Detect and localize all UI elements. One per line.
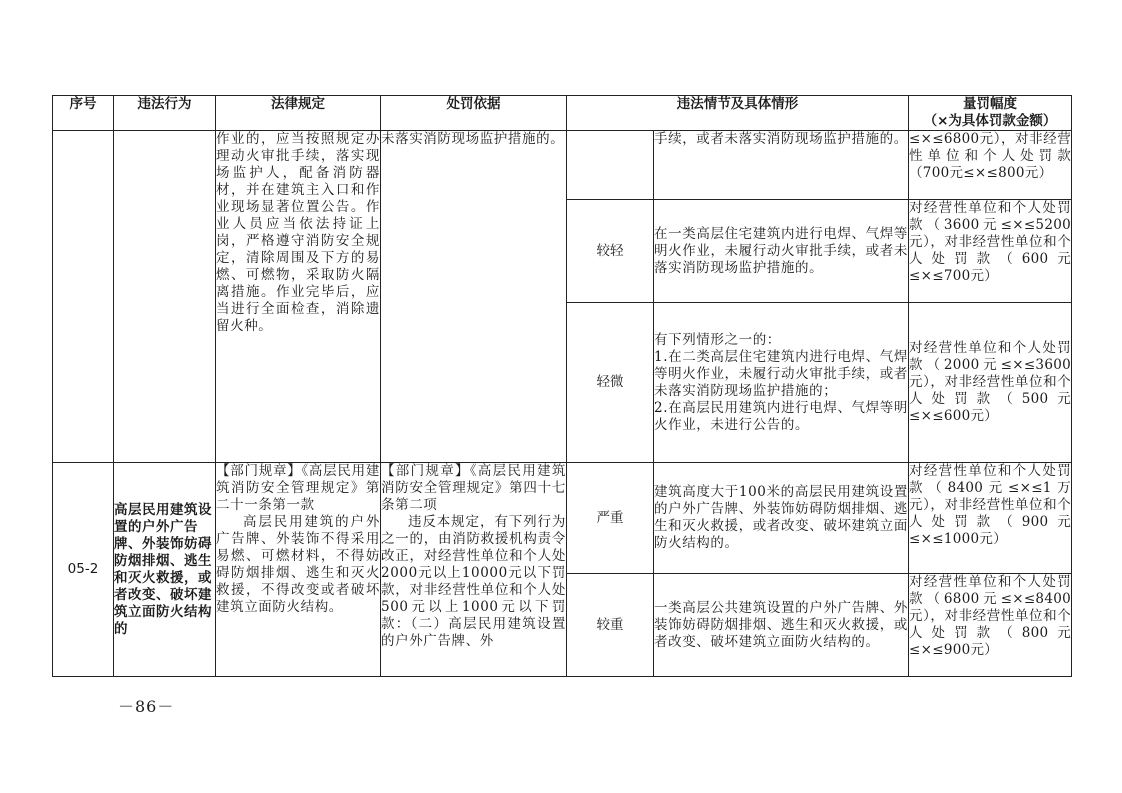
header-circumstance: 违法情节及具体情形 (567, 96, 909, 131)
basis-text: 未落实消防现场监护措施的。 (381, 131, 565, 147)
fine-text: 对经营性单位和个人处罚款（3600元≤×≤5200元），对非经营性单位和个人处罚款（600元≤×≤700元） (909, 200, 1071, 284)
header-basis: 处罚依据 (381, 96, 567, 131)
header-range-title: 量罚幅度 (963, 96, 1017, 112)
table-row (53, 463, 1072, 574)
header-behavior: 违法行为 (114, 96, 216, 131)
detail-text: 手续，或者未落实消防现场监护措施的。 (654, 131, 908, 147)
fine-text: 对经营性单位和个人处罚款（2000元≤×≤3600元），对非经营性单位和个人处罚款（500元≤×≤600元） (909, 340, 1071, 424)
basis-text: 违反本规定，有下列行为之一的，由消防救援机构责令改正，对经营性单位和个人处2000元以上10000元以下罚款，对非经营性单位和个人处500元以上1000元以下罚款：（二）高层民用建筑设置的户外广告牌、外 (381, 514, 566, 649)
level-cell: 严重 (567, 463, 654, 574)
detail-cell (654, 131, 909, 200)
penalty-table (52, 95, 1072, 677)
behavior-cell-empty (114, 131, 216, 463)
behavior-cell: 高层民用建筑设置的户外广告牌、外装饰妨碍防烟排烟、逃生和灭火救援，或者改变、破坏建筑立面防火结构的 (114, 463, 216, 677)
detail-text: 建筑高度大于100米的高层民用建筑设置的户外广告牌、外装饰妨碍防烟排烟、逃生和灭火救援，或者改变、破坏建筑立面防火结构的。 (654, 484, 908, 551)
basis-cell (381, 131, 567, 463)
basis-source: 【部门规章】《高层民用建筑消防安全管理规定》第四十七条第二项 (381, 463, 566, 513)
detail-cell (654, 200, 909, 303)
law-text: 高层民用建筑的户外广告牌、外装饰不得采用易燃、可燃材料，不得妨碍防烟排烟、逃生和灭火救援，不得改变或者破坏建筑立面防火结构。 (216, 514, 380, 615)
fine-text: 对经营性单位和个人处罚款（8400元≤×≤1万元），对非经营性单位和个人处罚款（900元≤×≤1000元） (909, 463, 1071, 547)
detail-cell (654, 574, 909, 677)
fine-cell (909, 574, 1072, 677)
level-cell: 较轻 (567, 200, 654, 303)
table-row (53, 131, 1072, 200)
header-range-note: （×为具体罚款金额） (923, 113, 1057, 129)
law-text: 作业的，应当按照规定办理动火审批手续，落实现场监护人，配备消防器材，并在建筑主入口和作业现场显著位置公告。作业人员应当依法持证上岗，严格遵守消防安全规定，清除周围及下方的易燃、可燃物，采取防火隔离措施。作业完毕后，应当进行全面检查，消除遗留火种。 (216, 131, 380, 334)
law-source: 【部门规章】《高层民用建筑消防安全管理规定》第二十一条第一款 (216, 463, 380, 513)
detail-text: 在一类高层住宅建筑内进行电焊、气焊等明火作业，未履行动火审批手续，或者未落实消防现场监护措施的。 (654, 225, 908, 276)
seq-cell-empty (53, 131, 114, 463)
detail-cell (654, 463, 909, 574)
fine-cell (909, 303, 1072, 463)
detail-text: 一类高层公共建筑设置的户外广告牌、外装饰妨碍防烟排烟、逃生和灭火救援，或者改变、破坏建筑立面防火结构的。 (654, 599, 908, 650)
header-seq: 序号 (53, 96, 114, 131)
level-cell: 轻微 (567, 303, 654, 463)
fine-text: ≤×≤6800元），对非经营性单位和个人处罚款（700元≤×≤800元） (909, 131, 1071, 181)
page-number: －86－ (118, 697, 175, 716)
level-cell (567, 131, 654, 200)
fine-cell (909, 200, 1072, 303)
basis-cell (381, 463, 567, 677)
header-law: 法律规定 (216, 96, 381, 131)
detail-cell (654, 303, 909, 463)
fine-cell (909, 131, 1072, 200)
law-cell (216, 463, 381, 677)
item-code: 05-2 (53, 463, 114, 677)
header-row (53, 96, 1072, 131)
detail-line: 2.在高层民用建筑内进行电焊、气焊等明火作业，未进行公告的。 (654, 399, 908, 433)
detail-line: 有下列情形之一的： (654, 331, 781, 348)
level-cell: 较重 (567, 574, 654, 677)
law-cell (216, 131, 381, 463)
detail-line: 1.在二类高层住宅建筑内进行电焊、气焊等明火作业，未履行动火审批手续，或者未落实消防现场监护措施的； (654, 348, 908, 399)
fine-text: 对经营性单位和个人处罚款（6800元≤×≤8400元），对非经营性单位和个人处罚款（800元≤×≤900元） (909, 574, 1071, 658)
header-range (909, 96, 1072, 131)
fine-cell (909, 463, 1072, 574)
